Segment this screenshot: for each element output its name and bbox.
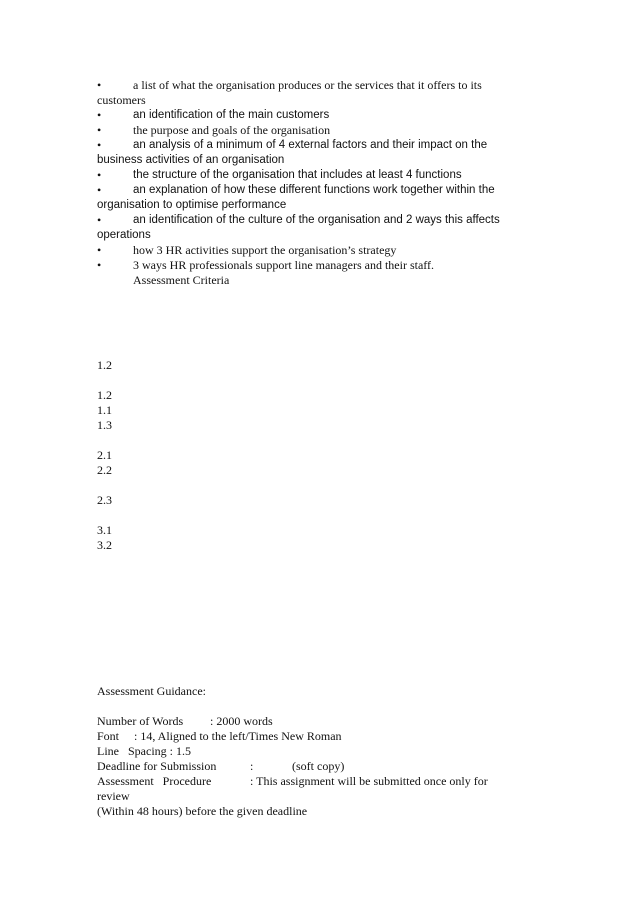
bullet-text: a list of what the organisation produces or the services that it offers to its <box>133 78 482 92</box>
font-value: : 14, Aligned to the left/Times New Roman <box>134 729 342 743</box>
bullet-text: an analysis of a minimum of 4 external factors and their impact on the <box>133 139 488 151</box>
words-value: : 2000 words <box>210 714 273 728</box>
criteria-number: 3.1 <box>97 523 112 537</box>
deadline-label: Deadline for Submission <box>97 759 217 773</box>
bullet-marker: • <box>97 258 102 272</box>
bullet-marker: • <box>97 213 102 227</box>
bullet-marker: • <box>97 78 102 92</box>
procedure-label: Assessment Procedure <box>97 774 212 788</box>
bullet-marker: • <box>97 168 102 182</box>
bullet-text: the purpose and goals of the organisation <box>133 123 331 137</box>
procedure-continuation: review <box>97 789 130 803</box>
bullet-text: 3 ways HR professionals support line managers and their staff. <box>133 258 435 272</box>
words-label: Number of Words <box>97 714 184 728</box>
bullet-marker: • <box>97 183 102 197</box>
bullet-marker: • <box>97 243 102 257</box>
font-label: Font <box>97 729 120 743</box>
procedure-value: : This assignment will be submitted once only for <box>250 774 488 788</box>
guidance-heading: Assessment Guidance: <box>97 684 206 698</box>
criteria-number: 2.3 <box>97 493 112 507</box>
deadline-value: (soft copy) <box>292 759 345 773</box>
spacing-label: Line Spacing : 1.5 <box>97 744 191 758</box>
bullet-continuation: business activities of an organisation <box>97 154 285 166</box>
bullet-marker: • <box>97 108 102 122</box>
criteria-number: 2.1 <box>97 448 112 462</box>
criteria-number: 3.2 <box>97 538 112 552</box>
bullet-continuation: operations <box>97 229 151 241</box>
bullet-continuation: customers <box>97 93 146 107</box>
deadline-colon: : <box>250 759 254 773</box>
procedure-deadline-note: (Within 48 hours) before the given deadline <box>97 804 308 818</box>
criteria-number: 1.2 <box>97 358 112 372</box>
criteria-number: 1.2 <box>97 388 112 402</box>
assessment-criteria-heading: Assessment Criteria <box>133 273 230 287</box>
bullet-marker: • <box>97 123 102 137</box>
criteria-number: 1.1 <box>97 403 112 417</box>
criteria-number: 2.2 <box>97 463 112 477</box>
criteria-number: 1.3 <box>97 418 112 432</box>
bullet-text: an identification of the main customers <box>133 109 330 121</box>
bullet-marker: • <box>97 138 102 152</box>
bullet-text: how 3 HR activities support the organisation’s strategy <box>133 243 397 257</box>
bullet-text: an explanation of how these different functions work together within the <box>133 184 495 196</box>
bullet-text: an identification of the culture of the organisation and 2 ways this affects <box>133 214 500 226</box>
bullet-continuation: organisation to optimise performance <box>97 199 287 211</box>
bullet-text: the structure of the organisation that includes at least 4 functions <box>133 169 462 181</box>
